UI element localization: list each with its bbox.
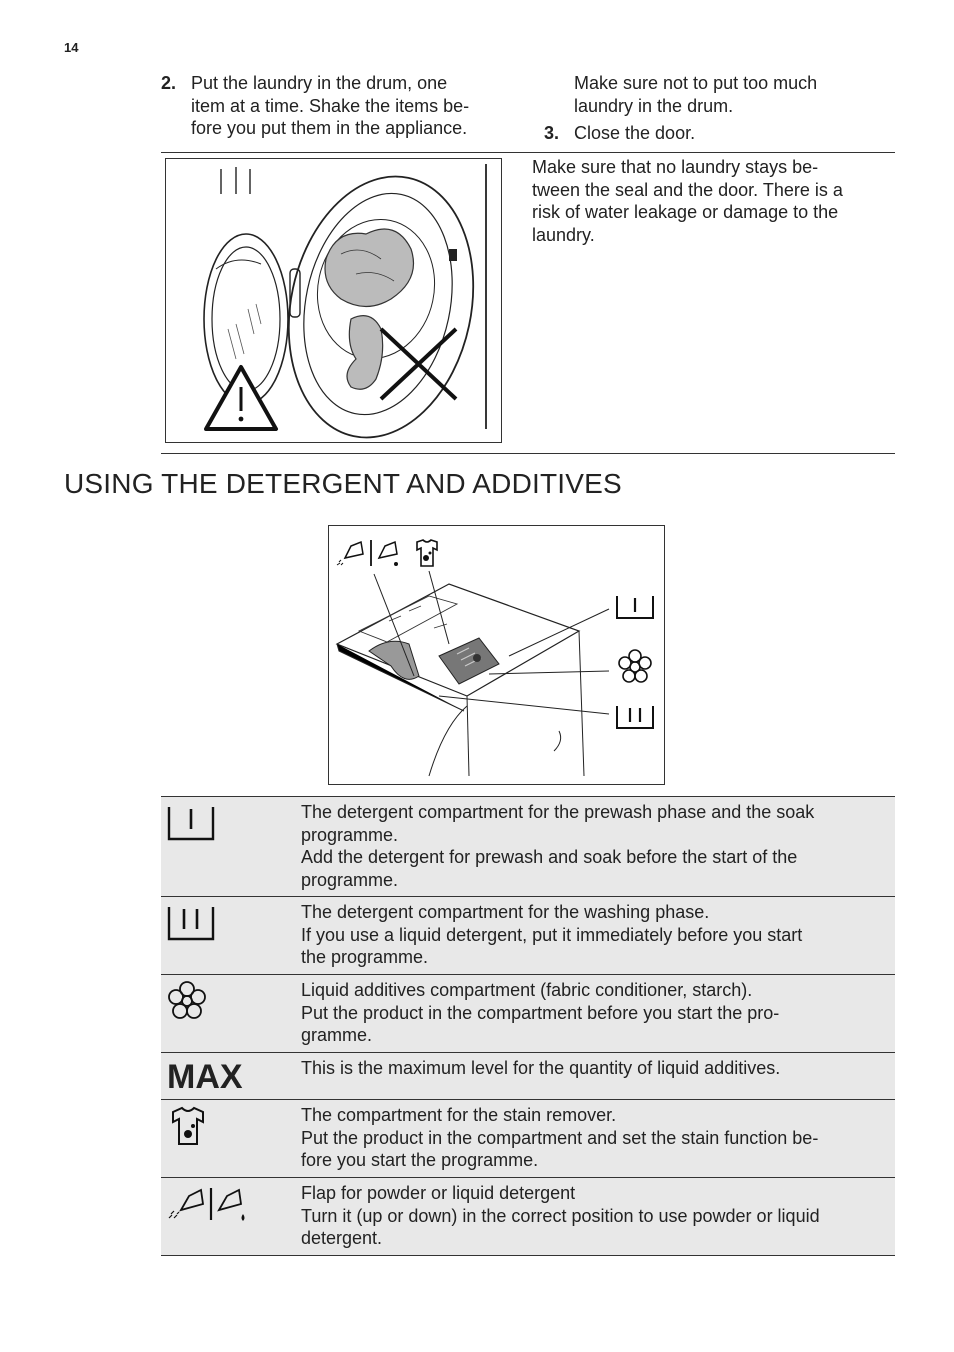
compartment-two-icon	[167, 903, 215, 948]
row-line: programme.	[301, 824, 399, 845]
row-description	[301, 1057, 891, 1080]
row-line: Add the detergent for prewash and soak before the start of the	[301, 847, 798, 867]
row-line: Put the product in the compartment and set the stain function be-	[301, 1127, 819, 1148]
warning-line: risk of water leakage or damage to the	[532, 202, 839, 222]
row-line: Turn it (up or down) in the correct position to use powder or liquid	[301, 1205, 820, 1226]
warning-bottom-rule	[161, 453, 895, 454]
row-line: Liquid additives compartment (fabric conditioner, starch).	[301, 980, 753, 1000]
warning-line: laundry.	[532, 224, 595, 245]
page-number: 14	[64, 40, 79, 55]
warning-text	[532, 156, 892, 246]
row-line: The compartment for the stain remover.	[301, 1105, 617, 1125]
row-description	[301, 801, 891, 891]
step-2-continued	[574, 72, 894, 117]
row-line: The detergent compartment for the prewash phase and the soak	[301, 802, 815, 822]
row-description	[301, 979, 891, 1047]
row-line: If you use a liquid detergent, put it immediately before you start	[301, 924, 803, 945]
row-line: The detergent compartment for the washing phase.	[301, 902, 710, 922]
warning-line: tween the seal and the door. There is a	[532, 179, 843, 200]
table-row	[161, 1052, 895, 1099]
stain-shirt-icon	[167, 1106, 211, 1151]
washing-machine-door-drawing	[166, 159, 501, 442]
stain-shirt-icon	[417, 540, 437, 566]
compartment-two-icon	[617, 706, 653, 728]
row-line: This is the maximum level for the quantity of liquid additives.	[301, 1058, 781, 1078]
row-description	[301, 1104, 891, 1172]
row-line: detergent.	[301, 1228, 383, 1248]
powder-liquid-flap-icon	[337, 540, 398, 566]
table-row	[161, 1177, 895, 1255]
continued-line: Make sure not to put too much	[574, 73, 818, 93]
row-description	[301, 901, 891, 969]
table-row	[161, 896, 895, 974]
section-title: USING THE DETERGENT AND ADDITIVES	[64, 468, 622, 499]
step-2-line: item at a time. Shake the items be-	[191, 95, 470, 116]
step-3-text: Close the door.	[574, 123, 696, 143]
powder-liquid-flap-icon	[167, 1184, 251, 1229]
row-line: Flap for powder or liquid detergent	[301, 1183, 576, 1203]
max-label: MAX	[167, 1058, 243, 1096]
door-warning-illustration	[165, 158, 502, 443]
table-row	[161, 796, 895, 896]
warning-line: Make sure that no laundry stays be-	[532, 157, 819, 177]
step-3-number: 3.	[544, 123, 560, 143]
row-description	[301, 1182, 891, 1250]
step-2-line: fore you put them in the appliance.	[191, 118, 468, 138]
compartment-one-icon	[167, 803, 215, 848]
continued-line: laundry in the drum.	[574, 95, 734, 116]
step-2-number: 2.	[161, 73, 177, 93]
step-3	[544, 122, 884, 146]
compartment-one-icon	[617, 596, 653, 618]
warning-top-rule	[161, 152, 895, 153]
row-line: programme.	[301, 869, 399, 890]
row-line: the programme.	[301, 947, 429, 967]
detergent-drawer-drawing	[329, 526, 664, 784]
table-bottom-rule	[161, 1255, 895, 1256]
step-2-line: Put the laundry in the drum, one	[191, 73, 448, 93]
step-2-text	[191, 72, 469, 140]
flower-icon	[167, 981, 207, 1026]
row-line: gramme.	[301, 1025, 373, 1045]
row-line: Put the product in the compartment before you start the pro-	[301, 1002, 780, 1023]
table-row	[161, 974, 895, 1052]
table-row	[161, 1099, 895, 1177]
flower-icon	[619, 650, 651, 682]
step-2	[161, 72, 511, 142]
dispenser-illustration	[328, 525, 665, 785]
row-line: fore you start the programme.	[301, 1150, 539, 1170]
